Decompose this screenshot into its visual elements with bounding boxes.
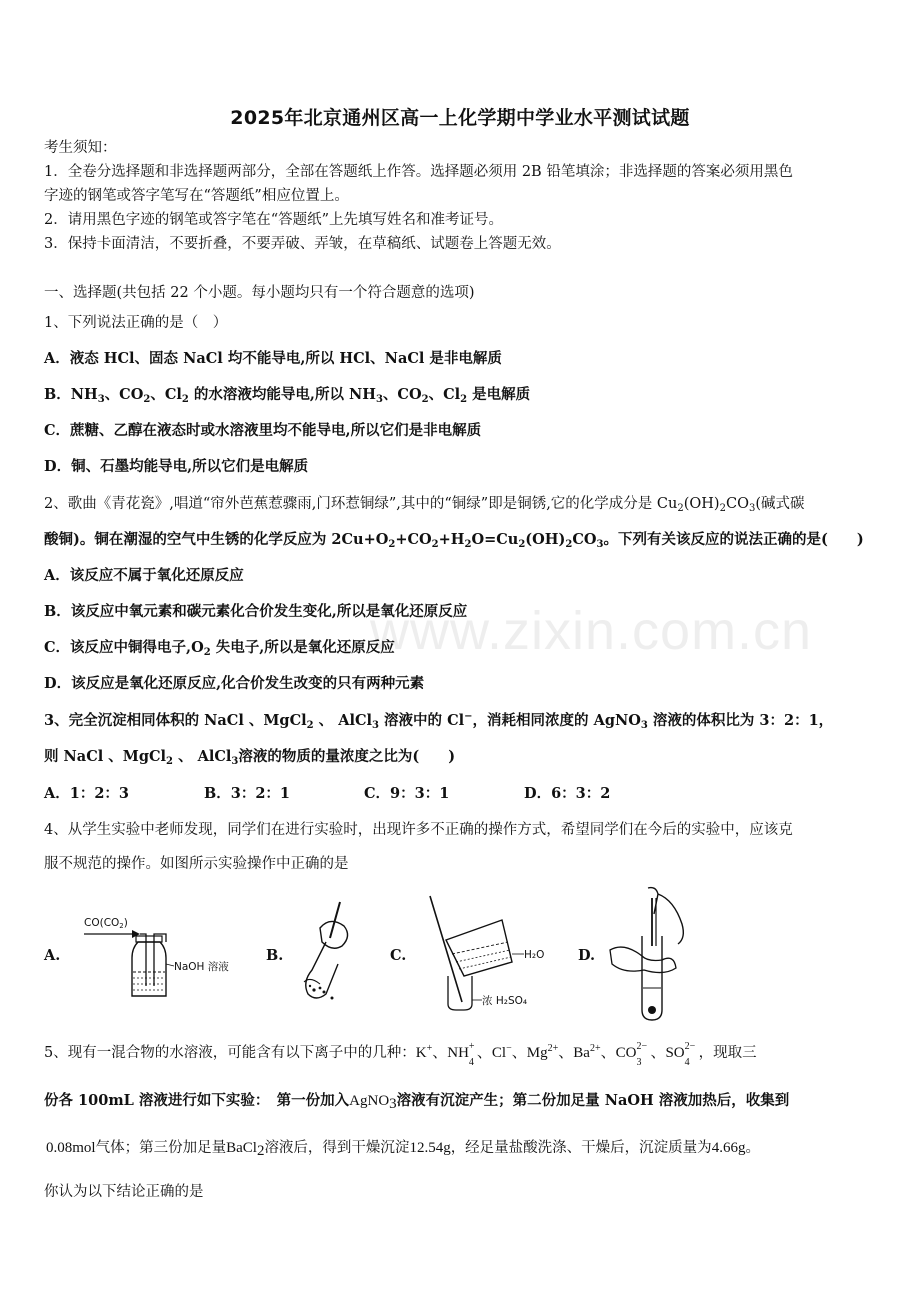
figure-d-dropper-test-tube	[604, 884, 700, 1024]
q1-option-d: D．铜、石墨均能导电,所以它们是电解质	[44, 458, 309, 475]
figure-c-acid-label: 浓 H₂SO₄	[482, 995, 528, 1007]
q1-stem: 1、下列说法正确的是（ ）	[44, 315, 228, 331]
notice-item-3: 3．保持卡面清洁，不要折叠，不要弄破、弄皱，在草稿纸、试题卷上答题无效。	[44, 236, 561, 252]
q4-figure-label-d: D.	[578, 947, 596, 964]
q4-stem-line2: 服不规范的操作。如图所示实验操作中正确的是	[44, 856, 349, 872]
q3-option-d: D．6：3：2	[524, 785, 611, 802]
q3-option-c: C．9：3：1	[364, 785, 450, 802]
q4-figure-label-a: A.	[44, 947, 61, 964]
q3-stem-line2: 则 NaCl 、MgCl$_2$ 、 AlCl$_3$溶液的物质的量浓度之比为( )	[44, 748, 456, 767]
q5-stem-line2: 份各 100mL 溶液进行如下实验： 第一份加入AgNO$_3$溶液有沉淀产生；第二份加足量 NaOH 溶液加热后，收集到	[44, 1092, 790, 1112]
q2-stem-line2: 酸铜)。铜在潮湿的空气中生锈的化学反应为 $2Cu+O_2+CO_2+H_2O=Cu_2(OH)_2CO_3$。下列有关该反应的说法正确的是( )	[44, 531, 864, 550]
notice-item-2: 2．请用黑色字迹的钢笔或答字笔在“答题纸”上先填写姓名和准考证号。	[44, 212, 504, 228]
q1-option-b: B．$NH_3$、$CO_2$、$Cl_2$ 的水溶液均能导电,所以 $NH_3$、$CO_2$、$Cl_2$ 是电解质	[44, 386, 531, 405]
watermark: www.zixin.com.cn	[370, 601, 813, 661]
q3-option-a: A．1：2：3	[44, 785, 130, 802]
notice-item-1a: 1．全卷分选择题和非选择题两部分，全部在答题纸上作答。选择题必须用 2B 铅笔填涂；非选择题的答案必须用黑色	[44, 164, 793, 180]
q2-option-a: A．该反应不属于氧化还原反应	[44, 567, 244, 584]
q5-stem-line1: 5、现有一混合物的水溶液，可能含有以下离子中的几种：K+、NH + 4 、Cl−、$Mg^{2+}$、$Ba^{2+}$、CO 2− 3 、SO 2− 4 ，现取三	[44, 1041, 757, 1068]
q4-figure-label-b: B.	[266, 947, 284, 964]
q2-option-b: B．该反应中氧元素和碳元素化合价发生变化,所以是氧化还原反应	[44, 603, 468, 620]
q1-option-a: A．液态 HCl、固态 NaCl 均不能导电,所以 HCl、NaCl 是非电解质	[44, 350, 502, 367]
q3-stem-line1: 3、完全沉淀相同体积的 NaCl 、MgCl$_2$ 、 AlCl$_3$ 溶液中的 Cl−，消耗相同浓度的 AgNO$_3$ 溶液的体积比为 3：2：1，	[44, 711, 834, 731]
figure-c-acid-dilution	[412, 892, 572, 1012]
q5-stem-line4: 你认为以下结论正确的是	[44, 1184, 204, 1200]
figure-a-liquid-label: NaOH 溶液	[174, 961, 229, 973]
q3-option-b: B．3：2：1	[204, 785, 291, 802]
figure-c-water-label: H₂O	[524, 949, 545, 961]
q4-stem-line1: 4、从学生实验中老师发现，同学们在进行实验时，出现许多不正确的操作方式，希望同学们在今后的实验中，应该克	[44, 822, 793, 838]
q1-option-c: C．蔗糖、乙醇在液态时或水溶液里均不能导电,所以它们是非电解质	[44, 422, 482, 439]
q4-figure-label-c: C.	[390, 947, 407, 964]
figure-b-test-tube-holding	[290, 898, 370, 1008]
page-title: 2025年北京通州区高一上化学期中学业水平测试试题	[230, 107, 690, 129]
q2-option-d: D．该反应是氧化还原反应,化合价发生改变的只有两种元素	[44, 675, 425, 692]
notice-item-1b: 字迹的钢笔或答字笔写在“答题纸”相应位置上。	[44, 188, 349, 204]
figure-a-gas-washing-bottle	[80, 912, 260, 1002]
figure-a-gas-label: CO(CO2)	[84, 917, 128, 930]
notice-heading: 考生须知：	[44, 140, 117, 156]
q5-stem-line3: 0.08mol气体；第三份加足量BaCl$_2$溶液后，得到干燥沉淀12.54g，经足量盐酸洗涤、干燥后，沉淀质量为4.66g。	[46, 1140, 760, 1159]
q2-stem-line1: 2、歌曲《青花瓷》,唱道“帘外芭蕉惹骤雨,门环惹铜绿”,其中的“铜绿”即是铜锈,它的化学成分是 $Cu_2(OH)_2CO_3$(碱式碳	[44, 496, 805, 514]
section-heading: 一、选择题(共包括 22 个小题。每小题均只有一个符合题意的选项)	[44, 285, 475, 301]
q2-option-c: C．该反应中铜得电子$,O_2$ 失电子,所以是氧化还原反应	[44, 639, 395, 658]
